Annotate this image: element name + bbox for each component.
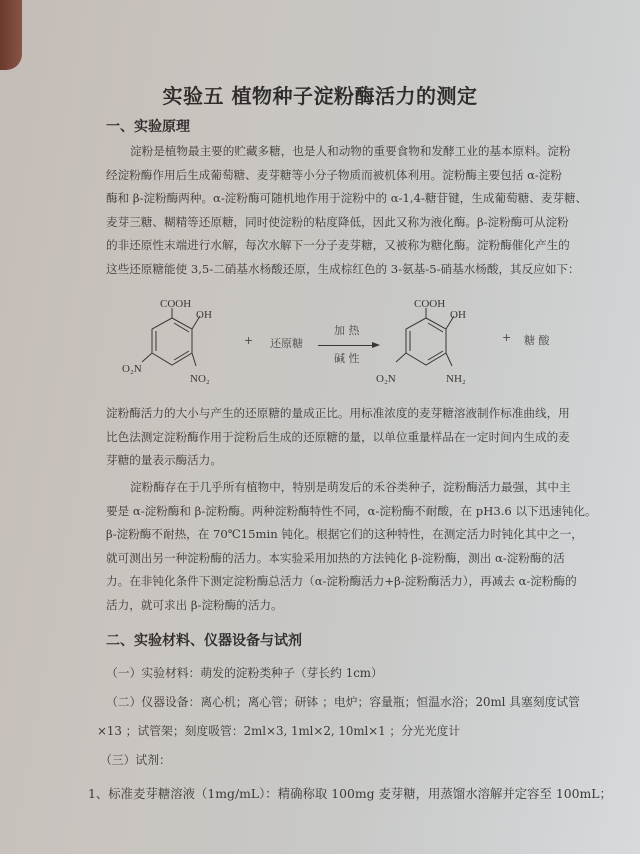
svg-text:OH: OH — [196, 309, 212, 321]
reducing-sugar-label: 还原糖 — [270, 337, 303, 350]
text-line: 比色法测定淀粉酶作用于淀粉后生成的还原糖的量，以单位重量样品在一定时间内生成的麦 — [106, 429, 570, 444]
reactant-benzene-ring — [142, 308, 200, 366]
materials-line: （一）实验材料：萌发的淀粉类种子（芽长约 1cm） — [106, 666, 383, 680]
text-line: 的非还原性末端进行水解，每次水解下一分子麦芽糖，又被称为糖化酶。淀粉酶催化产生的 — [106, 238, 570, 253]
svg-text:NH₂: NH₂ — [446, 373, 466, 385]
section-heading-principle: 一、实验原理 — [106, 119, 190, 135]
svg-text:O₂N: O₂N — [122, 363, 142, 375]
text-line: 淀粉酶存在于几乎所有植物中，特别是萌发后的禾谷类种子，淀粉酶活力最强，其中主 — [130, 480, 571, 494]
svg-text:COOH: COOH — [414, 298, 446, 310]
reagents-heading: （三）试剂： — [100, 753, 171, 767]
product-benzene-ring — [396, 308, 454, 366]
plus-sign: + — [502, 331, 512, 344]
section-heading-materials: 二、实验材料、仪器设备与试剂 — [106, 633, 302, 649]
text-line: 麦芽三糖、糊精等还原糖，同时使淀粉的粘度降低，因此又称为液化酶。β-淀粉酶可从淀粉 — [106, 214, 569, 229]
paragraph-principle-1 — [106, 140, 587, 282]
paragraph-principle-2 — [106, 402, 570, 473]
svg-text:O₂N: O₂N — [376, 373, 396, 385]
sugar-acid-label: 糖 酸 — [524, 334, 550, 347]
text-line: 就可测出另一种淀粉酶的活力。本实验采用加热的方法钝化 β-淀粉酶，测出 α-淀粉酶的活 — [106, 550, 565, 565]
text-line: 力。在非钝化条件下测定淀粉酶总活力（α-淀粉酶活力+β-淀粉酶活力），再减去 α-淀粉酶的 — [106, 574, 577, 589]
svg-text:NO₂: NO₂ — [190, 373, 210, 385]
page-title: 实验五 植物种子淀粉酶活力的测定 — [162, 84, 478, 108]
equipment-line-2: ×13 ；试管架；刻度吸管：2ml×3, 1ml×2, 10ml×1 ；分光光度计 — [97, 724, 461, 738]
text-line: 酶和 β-淀粉酶两种。α-淀粉酶可随机地作用于淀粉中的 α-1,4-糖苷键，生成葡萄糖、麦芽糖、 — [106, 191, 588, 206]
text-line: β-淀粉酶不耐热，在 70℃15min 钝化。根据它们的这种特性，在测定活力时钝化其中之一， — [106, 527, 583, 542]
text-line: 这些还原糖能使 3,5-二硝基水杨酸还原，生成棕红色的 3-氨基-5-硝基水杨酸，其反应如下： — [106, 261, 580, 276]
equipment-line-1: （二）仪器设备：离心机；离心管；研钵 ；电炉；容量瓶；恒温水浴；20ml 具塞刻度试管 — [106, 695, 580, 709]
text-line: 淀粉酶活力的大小与产生的还原糖的量成正比。用标准浓度的麦芽糖溶液制作标准曲线，用 — [106, 406, 570, 420]
condition-heat-label: 加 热 — [334, 324, 360, 337]
condition-alkaline-label: 碱 性 — [334, 352, 360, 365]
text-line: 淀粉是植物最主要的贮藏多糖，也是人和动物的重要食物和发酵工业的基本原料。淀粉 — [130, 144, 571, 158]
svg-text:COOH: COOH — [160, 298, 192, 310]
plus-sign: + — [244, 334, 254, 347]
svg-text:OH: OH — [450, 309, 466, 321]
reaction-scheme — [122, 296, 580, 396]
text-line: 芽糖的量表示酶活力。 — [106, 453, 222, 468]
reaction-arrow-icon — [318, 345, 378, 346]
text-line: 活力，就可求出 β-淀粉酶的活力。 — [106, 597, 283, 612]
paragraph-principle-3 — [106, 476, 597, 618]
reaction-structures-svg — [122, 296, 580, 396]
reagent-item-1: 1、标准麦芽糖溶液（1mg/mL）：精确称取 100mg 麦芽糖，用蒸馏水溶解并定容至 100mL； — [88, 786, 612, 801]
text-line: 经淀粉酶作用后生成葡萄糖、麦芽糖等小分子物质而被机体利用。淀粉酶主要包括 α-淀粉 — [106, 167, 562, 182]
text-line: 要是 α-淀粉酶和 β-淀粉酶。两种淀粉酶特性不同，α-淀粉酶不耐酸，在 pH3.6 以下迅速钝化。 — [106, 503, 597, 518]
